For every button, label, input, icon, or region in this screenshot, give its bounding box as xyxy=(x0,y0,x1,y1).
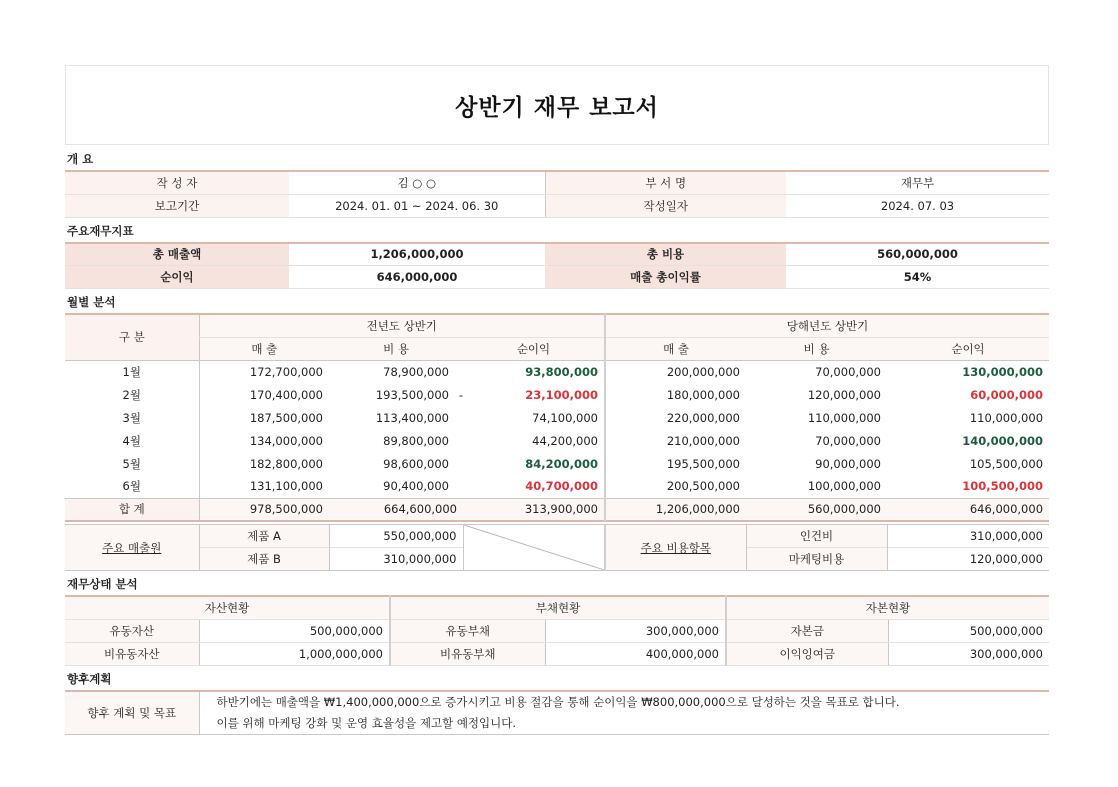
main-sales-label: 주요 매출원 xyxy=(102,540,162,555)
sales-total-label: 총 매출액 xyxy=(65,243,289,266)
labor-label: 인건비 xyxy=(746,525,887,548)
prev-cost-value xyxy=(329,383,463,406)
prev-sales-value: 170,400,000 xyxy=(199,383,329,406)
prev-sales-value: 182,800,000 xyxy=(199,452,329,475)
dept-value: 재무부 xyxy=(786,171,1049,194)
cost-total-value: 560,000,000 xyxy=(786,243,1049,266)
total-label: 합 계 xyxy=(65,498,199,521)
assets-header: 자산현황 xyxy=(65,596,390,619)
main-items-row xyxy=(65,525,1049,548)
product-b-label: 제품 B xyxy=(199,548,329,571)
prev-cost-header: 비 용 xyxy=(329,337,463,360)
retained-value: 300,000,000 xyxy=(888,642,1049,665)
prev-half-header: 전년도 상반기 xyxy=(199,314,605,337)
curr-sales-value: 200,500,000 xyxy=(605,475,746,498)
monthly-table xyxy=(65,313,1049,522)
plan-section-label: 향후계획 xyxy=(67,671,112,686)
overview-section-label: 개 요 xyxy=(67,152,94,166)
prev-cost-value xyxy=(329,475,463,498)
date-label: 작성일자 xyxy=(545,194,786,217)
current-assets-value: 500,000,000 xyxy=(199,619,390,642)
prev-sales-value: 134,000,000 xyxy=(199,429,329,452)
period-value: 2024. 01. 01 ~ 2024. 06. 30 xyxy=(289,194,545,217)
product-b-value: 310,000,000 xyxy=(329,548,463,571)
overview-row xyxy=(65,171,1049,194)
month-row xyxy=(65,429,1049,452)
prev-sales-value: 187,500,000 xyxy=(199,406,329,429)
prev-profit-header: 순이익 xyxy=(463,337,605,360)
product-a-value: 550,000,000 xyxy=(329,525,463,548)
plan-row xyxy=(65,691,1049,713)
product-a-label: 제품 A xyxy=(199,525,329,548)
cost-total-label: 총 비용 xyxy=(545,243,786,266)
curr-cost-value: 110,000,000 xyxy=(807,410,881,425)
month-rows xyxy=(65,360,1049,498)
noncurrent-assets-value: 1,000,000,000 xyxy=(199,642,390,665)
indicators-section-label: 주요재무지표 xyxy=(67,223,134,238)
prev-sales-value: 172,700,000 xyxy=(199,360,329,383)
title-box xyxy=(65,65,1049,145)
status-header-row xyxy=(65,596,1049,619)
liabilities-header: 부채현황 xyxy=(390,596,726,619)
capital-label: 자본금 xyxy=(726,619,888,642)
curr-cost-value: 90,000,000 xyxy=(815,456,881,471)
total-row xyxy=(65,498,1049,521)
total-curr-sales: 1,206,000,000 xyxy=(605,498,746,521)
status-row xyxy=(65,642,1049,665)
prev-cost-value xyxy=(329,452,463,475)
prev-sales-header: 매 출 xyxy=(199,337,329,360)
curr-sales-value: 200,000,000 xyxy=(605,360,746,383)
dept-label: 부 서 명 xyxy=(545,171,786,194)
plan-row xyxy=(65,713,1049,735)
period-label: 보고기간 xyxy=(65,194,289,217)
prev-cost-amount: 90,400,000 xyxy=(383,479,449,494)
month-label: 4월 xyxy=(122,433,141,448)
current-liab-value: 300,000,000 xyxy=(545,619,726,642)
prev-cost-amount: 89,800,000 xyxy=(383,433,449,448)
monthly-subheader-row xyxy=(65,337,1049,360)
indicators-row xyxy=(65,243,1049,266)
month-row xyxy=(65,475,1049,498)
prev-sales-value: 131,100,000 xyxy=(199,475,329,498)
curr-cost-value: 100,000,000 xyxy=(807,479,881,494)
month-label: 5월 xyxy=(122,456,141,471)
monthly-section-label: 월별 분석 xyxy=(67,295,116,309)
noncurrent-liab-label: 비유동부채 xyxy=(390,642,545,665)
curr-sales-value: 180,000,000 xyxy=(605,383,746,406)
month-label: 2월 xyxy=(122,387,141,402)
prev-profit-value: 74,100,000 xyxy=(532,410,598,425)
month-row xyxy=(65,406,1049,429)
marketing-value: 120,000,000 xyxy=(887,548,1049,571)
report-page xyxy=(65,65,1049,735)
curr-sales-value: 210,000,000 xyxy=(605,429,746,452)
plan-line-1: 하반기에는 매출액을 ₩1,400,000,000으로 증가시키고 비용 절감을 통해 순이익을 ₩800,000,000으로 달성하는 것을 목표로 합니다. xyxy=(199,691,1049,713)
curr-cost-value: 120,000,000 xyxy=(807,387,881,402)
prev-cost-amount: 193,500,000 xyxy=(375,387,449,402)
prev-cost-value xyxy=(329,429,463,452)
curr-sales-value: 195,500,000 xyxy=(605,452,746,475)
status-table xyxy=(65,595,1049,666)
prev-cost-amount: 113,400,000 xyxy=(375,410,449,425)
total-curr-cost: 560,000,000 xyxy=(746,498,887,521)
total-prev-profit: 313,900,000 xyxy=(463,498,605,521)
noncurrent-liab-value: 400,000,000 xyxy=(545,642,726,665)
main-cost-label: 주요 비용항목 xyxy=(640,540,711,555)
plan-table xyxy=(65,690,1049,736)
month-row xyxy=(65,360,1049,383)
prev-profit-value: 23,100,000 xyxy=(525,387,598,402)
report-title: 상반기 재무 보고서 xyxy=(455,94,659,121)
empty-diagonal-cell xyxy=(463,525,605,571)
status-row xyxy=(65,619,1049,642)
labor-value: 310,000,000 xyxy=(887,525,1049,548)
curr-sales-header: 매 출 xyxy=(605,337,746,360)
curr-profit-value: 100,500,000 xyxy=(962,479,1044,494)
sales-total-value: 1,206,000,000 xyxy=(289,243,545,266)
prev-cost-value xyxy=(329,360,463,383)
author-label: 작 성 자 xyxy=(65,171,289,194)
current-assets-label: 유동자산 xyxy=(65,619,199,642)
noncurrent-assets-label: 비유동자산 xyxy=(65,642,199,665)
total-prev-sales: 978,500,000 xyxy=(199,498,329,521)
indicators-table xyxy=(65,242,1049,290)
marketing-label: 마케팅비용 xyxy=(746,548,887,571)
margin-label: 매출 총이익률 xyxy=(545,266,786,289)
curr-sales-value: 220,000,000 xyxy=(605,406,746,429)
curr-profit-value: 110,000,000 xyxy=(969,410,1044,425)
category-header: 구 분 xyxy=(65,314,199,360)
overview-row xyxy=(65,194,1049,217)
curr-profit-value: 140,000,000 xyxy=(962,433,1044,448)
date-value: 2024. 07. 03 xyxy=(786,194,1049,217)
overview-table xyxy=(65,170,1049,218)
curr-half-header: 당해년도 상반기 xyxy=(605,314,1049,337)
curr-profit-value: 105,500,000 xyxy=(969,456,1044,471)
prev-profit-value: 40,700,000 xyxy=(525,479,598,494)
prev-profit-value: 93,800,000 xyxy=(525,364,598,379)
curr-cost-value: 70,000,000 xyxy=(815,433,881,448)
total-curr-profit: 646,000,000 xyxy=(887,498,1049,521)
retained-label: 이익잉여금 xyxy=(726,642,888,665)
prev-profit-value: 44,200,000 xyxy=(532,433,598,448)
prev-profit-value: 84,200,000 xyxy=(525,456,598,471)
main-sales-label-cell xyxy=(65,525,199,571)
monthly-header-row xyxy=(65,314,1049,337)
plan-line-2: 이를 위해 마케팅 강화 및 운영 효율성을 제고할 예정입니다. xyxy=(199,713,1049,735)
prev-cost-value xyxy=(329,406,463,429)
equity-header: 자본현황 xyxy=(726,596,1049,619)
month-label: 1월 xyxy=(122,364,141,379)
month-label: 3월 xyxy=(122,410,141,425)
margin-value: 54% xyxy=(786,266,1049,289)
indicators-row xyxy=(65,266,1049,289)
month-label: 6월 xyxy=(122,479,141,494)
minus-mark: - xyxy=(458,387,463,402)
curr-cost-header: 비 용 xyxy=(746,337,887,360)
curr-profit-header: 순이익 xyxy=(887,337,1049,360)
diagonal-line xyxy=(464,525,605,570)
plan-label: 향후 계획 및 목표 xyxy=(65,691,199,735)
month-row xyxy=(65,383,1049,406)
main-cost-label-cell xyxy=(605,525,746,571)
curr-cost-value: 70,000,000 xyxy=(815,364,881,379)
main-items-table xyxy=(65,524,1049,571)
status-section-label: 재무상태 분석 xyxy=(67,577,138,591)
curr-profit-value: 60,000,000 xyxy=(970,387,1044,402)
prev-cost-amount: 78,900,000 xyxy=(383,364,449,379)
prev-cost-amount: 98,600,000 xyxy=(383,456,449,471)
net-profit-label: 순이익 xyxy=(65,266,289,289)
month-row xyxy=(65,452,1049,475)
author-value: 김 ○ ○ xyxy=(289,171,545,194)
current-liab-label: 유동부채 xyxy=(390,619,545,642)
capital-value: 500,000,000 xyxy=(888,619,1049,642)
curr-profit-value: 130,000,000 xyxy=(962,364,1044,379)
total-prev-cost: 664,600,000 xyxy=(329,498,463,521)
net-profit-value: 646,000,000 xyxy=(289,266,545,289)
